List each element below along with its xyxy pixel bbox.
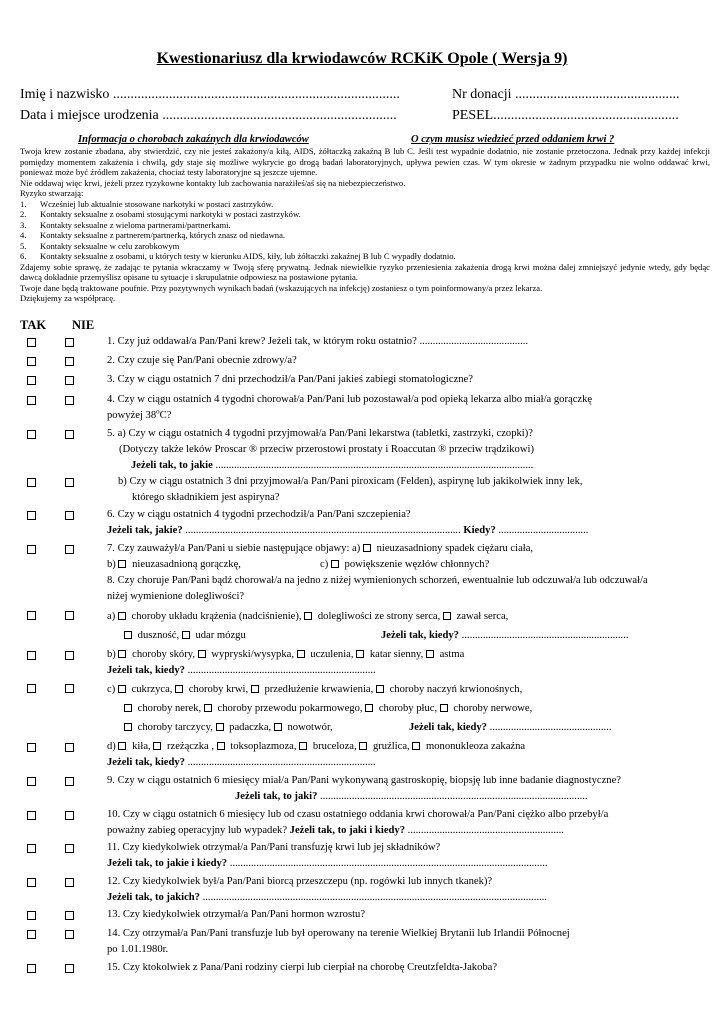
info-section (20, 146, 710, 304)
nie-column-header: NIE (72, 318, 95, 332)
infarction-checkbox[interactable] (443, 612, 451, 620)
tak-checkbox[interactable] (27, 611, 36, 620)
epilepsy-checkbox[interactable] (216, 723, 224, 731)
nie-checkbox[interactable] (65, 878, 74, 887)
donation-number-field[interactable]: Nr donacji ............................................... (452, 87, 680, 102)
tak-checkbox[interactable] (27, 651, 36, 660)
syphilis-checkbox[interactable] (118, 742, 126, 750)
info-paragraph: Nie oddawaj więc krwi, jeżeli przez ryzykowne kontakty lub zachowania narażiłeś/aś się na niebezpieczeństwo. (20, 177, 406, 188)
mononucleosis-checkbox[interactable] (412, 742, 420, 750)
nie-checkbox[interactable] (65, 511, 74, 520)
info-paragraph: Twoje dane będą traktowane poufnie. Przy pozytywnych wynikach badań (wskazujących na infekcję) zostaniesz o tym poinformowany/a przez lekarza. (20, 282, 543, 293)
circulatory-checkbox[interactable] (118, 612, 126, 620)
blood-disease-checkbox[interactable] (175, 685, 183, 693)
risk-label: Ryzyko stwarzają: (20, 188, 84, 198)
allergy-checkbox[interactable] (297, 650, 305, 658)
nie-checkbox[interactable] (65, 743, 74, 752)
pesel-field[interactable]: PESEL..................................................... (452, 108, 679, 123)
brucellosis-checkbox[interactable] (299, 742, 307, 750)
vascular-checkbox[interactable] (376, 685, 384, 693)
tak-checkbox[interactable] (27, 396, 36, 405)
nie-checkbox[interactable] (65, 684, 74, 693)
dyspnea-checkbox[interactable] (124, 631, 132, 639)
list-item: 4. Kontakty seksualne z partnerem/partnerką, których znasz od niedawna. (20, 230, 286, 240)
nie-checkbox[interactable] (65, 777, 74, 786)
bleeding-checkbox[interactable] (251, 685, 259, 693)
tak-column-header: TAK (20, 318, 47, 332)
asthma-checkbox[interactable] (426, 650, 434, 658)
weight-loss-checkbox[interactable] (363, 544, 371, 552)
risk-list (20, 199, 710, 262)
tak-checkbox[interactable] (27, 743, 36, 752)
skin-checkbox[interactable] (118, 650, 126, 658)
tak-checkbox[interactable] (27, 545, 36, 554)
nie-checkbox[interactable] (65, 930, 74, 939)
nie-checkbox[interactable] (65, 376, 74, 385)
list-item: 2. Kontakty seksualne z osobami stosującymi narkotyki w postaci zastrzyków. (20, 209, 301, 219)
nie-checkbox[interactable] (65, 478, 74, 487)
heart-checkbox[interactable] (304, 612, 312, 620)
tak-checkbox[interactable] (27, 338, 36, 347)
list-item: 1. Wcześniej lub aktualnie stosowane narkotyki w postaci zastrzyków. (20, 198, 274, 209)
thyroid-checkbox[interactable] (124, 723, 132, 731)
tak-checkbox[interactable] (27, 878, 36, 887)
tak-checkbox[interactable] (27, 511, 36, 520)
tak-checkbox[interactable] (27, 478, 36, 487)
tak-checkbox[interactable] (27, 357, 36, 366)
lymph-nodes-checkbox[interactable] (331, 560, 339, 568)
nie-checkbox[interactable] (65, 911, 74, 920)
name-field[interactable]: Imię i nazwisko .................................................................................. (20, 87, 400, 102)
tak-checkbox[interactable] (27, 430, 36, 439)
lung-checkbox[interactable] (365, 704, 373, 712)
nie-checkbox[interactable] (65, 545, 74, 554)
page-title: Kwestionariusz dla krwiodawców RCKiK Opole ( Wersja 9) (156, 50, 568, 67)
list-item: 6. Kontakty seksualne z osobami, u których testy w kierunku AIDS, kiły, lub żółtaczki zakaźnej B lub C wypadły dodatnio. (20, 251, 456, 261)
nie-checkbox[interactable] (65, 611, 74, 620)
nie-checkbox[interactable] (65, 430, 74, 439)
nie-checkbox[interactable] (65, 844, 74, 853)
gonorrhea-checkbox[interactable] (153, 742, 161, 750)
tak-checkbox[interactable] (27, 844, 36, 853)
nie-checkbox[interactable] (65, 357, 74, 366)
tak-checkbox[interactable] (27, 911, 36, 920)
birth-date-place-field[interactable]: Data i miejsce urodzenia ................................................................... (20, 108, 397, 123)
rash-checkbox[interactable] (198, 650, 206, 658)
list-item: 3. Kontakty seksualne z wieloma partnerami/partnerkami. (20, 219, 231, 230)
diabetes-checkbox[interactable] (118, 685, 126, 693)
tuberculosis-checkbox[interactable] (359, 742, 367, 750)
stroke-checkbox[interactable] (182, 631, 190, 639)
tak-checkbox[interactable] (27, 684, 36, 693)
info-heading-left: Informacja o chorobach zakaźnych dla krwiodawców (78, 134, 309, 145)
info-paragraph: Dziękujemy za współpracę. (20, 293, 116, 303)
nervous-checkbox[interactable] (440, 704, 448, 712)
info-paragraph: Zdajemy sobie sprawę, że zadając te pytania wkraczamy w Twoją sferę prywatną. Jednak niewielkie ryzyko przeniesienia zakażenia drogą krwi można dalej zmniejszyć jedynie wtedy, gdy będąc dawcą dokładnie przemyślisz opisane tu sytuacje i skrupulatnie odpowiesz na postawione pytania. (20, 261, 710, 282)
tak-checkbox[interactable] (27, 930, 36, 939)
kidney-checkbox[interactable] (124, 704, 132, 712)
digestive-checkbox[interactable] (204, 704, 212, 712)
cancer-checkbox[interactable] (274, 723, 282, 731)
list-item: 5. Kontakty seksualne w celu zarobkowym (20, 240, 180, 251)
nie-checkbox[interactable] (65, 396, 74, 405)
toxoplasmosis-checkbox[interactable] (217, 742, 225, 750)
tak-checkbox[interactable] (27, 964, 36, 973)
nie-checkbox[interactable] (65, 811, 74, 820)
hay-fever-checkbox[interactable] (356, 650, 364, 658)
fever-checkbox[interactable] (118, 560, 126, 568)
info-paragraph: Twoja krew zostanie zbadana, aby stwierdzić, czy nie jesteś zakażony/a kiłą, AIDS, żółtaczką zakaźną B lub C. Jeśli test wypadnie dodatnio, nie zostanie przetoczona. Jednak przy każdej infekcji pomiędzy momentem zakażenia i chwilą, gdy staje się możliwe wykrycie go drogą badań laboratoryjnych, upływa pewien czas. W tym okresie w żadnym przypadku nie wolno oddawać krwi, ponieważ może być źródłem zakażenia, chociaż testy laboratoryjne są jeszcze ujemne. (20, 146, 710, 177)
nie-checkbox[interactable] (65, 651, 74, 660)
tak-checkbox[interactable] (27, 376, 36, 385)
nie-checkbox[interactable] (65, 338, 74, 347)
tak-checkbox[interactable] (27, 777, 36, 786)
info-heading-right: O czym musisz wiedzieć przed oddaniem krwi ? (411, 134, 615, 145)
tak-checkbox[interactable] (27, 811, 36, 820)
nie-checkbox[interactable] (65, 964, 74, 973)
